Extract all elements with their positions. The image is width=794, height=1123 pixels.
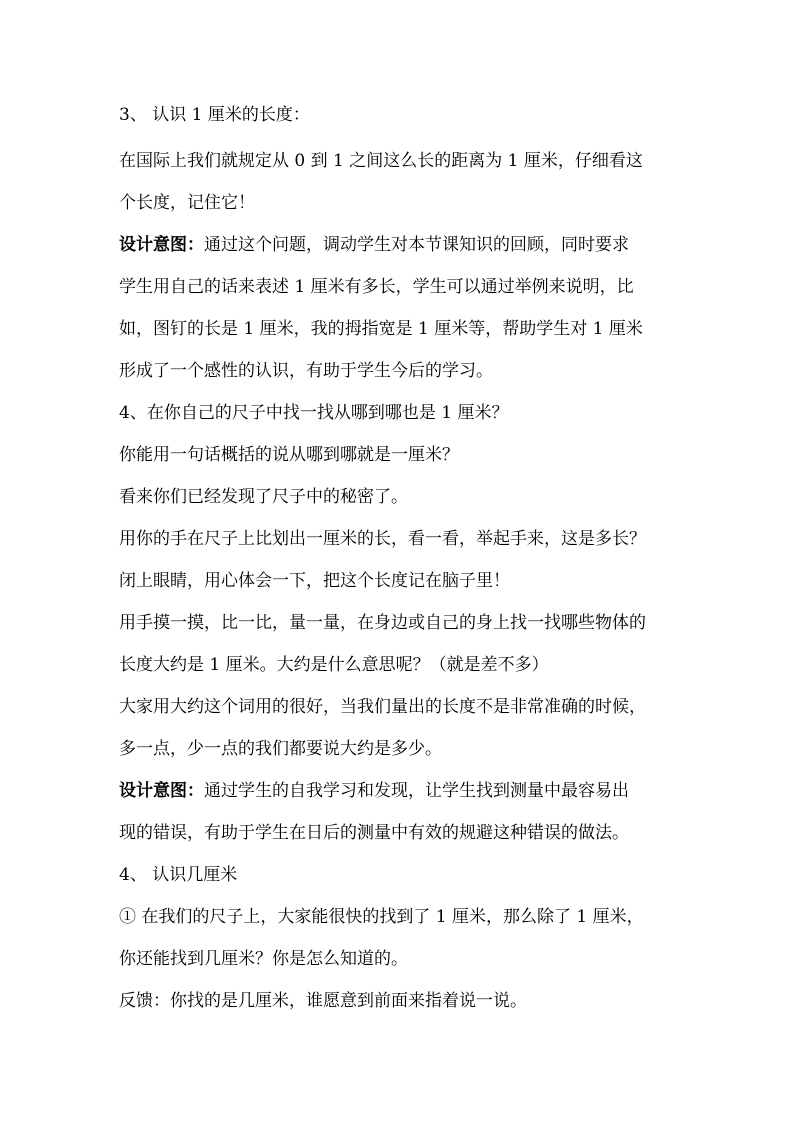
line-text: 多一点，少一点的我们都要说大约是多少。 <box>119 739 442 759</box>
design-intent-label: 设计意图： <box>119 235 204 255</box>
paragraph-line <box>119 193 255 213</box>
line-text: ① 在我们的尺子上，大家能很快的找到了 1 厘米，那么除了 1 厘米， <box>119 907 644 927</box>
line-text: 如，图钉的长是 1 厘米，我的拇指宽是 1 厘米等，帮助学生对 1 厘米 <box>119 319 643 339</box>
paragraph-line <box>119 571 510 591</box>
section-heading-4b <box>119 865 237 885</box>
line-text: 4、 认识几厘米 <box>119 865 238 885</box>
paragraph-line <box>119 445 459 465</box>
line-text: 闭上眼睛，用心体会一下，把这个长度记在脑子里！ <box>119 571 510 591</box>
line-text: 现的错误，有助于学生在日后的测量中有效的规避这种错误的做法。 <box>119 823 629 843</box>
paragraph-line <box>119 613 646 633</box>
line-text: 3、 认识 1 厘米的长度： <box>119 105 310 125</box>
line-text: 用你的手在尺子上比划出一厘米的长，看一看，举起手来，这是多长？ <box>119 529 646 549</box>
line-text: 大家用大约这个词用的很好，当我们量出的长度不是非常准确的时候， <box>119 697 646 717</box>
line-text: 学生用自己的话来表述 1 厘米有多长，学生可以通过举例来说明，比 <box>119 277 634 297</box>
paragraph-line <box>119 823 629 843</box>
paragraph-line <box>119 361 493 381</box>
line-text: 在国际上我们就规定从 0 到 1 之间这么长的距离为 1 厘米，仔细看这 <box>119 151 643 171</box>
line-text: 个长度，记住它！ <box>119 193 255 213</box>
paragraph-line <box>119 319 643 339</box>
line-text: 4、在你自己的尺子中找一找从哪到哪也是 1 厘米？ <box>119 403 509 423</box>
section-heading-4 <box>119 403 508 423</box>
line-text: 通过学生的自我学习和发现，让学生找到测量中最容易出 <box>204 781 629 801</box>
paragraph-line <box>119 151 643 171</box>
design-intent-label: 设计意图： <box>119 781 204 801</box>
line-text: 用手摸一摸，比一比，量一量，在身边或自己的身上找一找哪些物体的 <box>119 613 646 633</box>
paragraph-line <box>119 739 442 759</box>
section-heading-3 <box>119 105 310 125</box>
line-text: 你还能找到几厘米？你是怎么知道的。 <box>119 949 408 969</box>
paragraph-line <box>119 655 549 675</box>
line-text: 你能用一句话概括的说从哪到哪就是一厘米？ <box>119 445 459 465</box>
paragraph-line <box>119 949 408 969</box>
paragraph-line <box>119 529 646 549</box>
paragraph-line <box>119 277 634 297</box>
line-text: 长度大约是 1 厘米。大约是什么意思呢？（就是差不多） <box>119 655 549 675</box>
design-intent-line <box>119 235 629 255</box>
line-text: 通过这个问题，调动学生对本节课知识的回顾，同时要求 <box>204 235 629 255</box>
paragraph-line <box>119 487 408 507</box>
paragraph-line <box>119 991 527 1011</box>
paragraph-line <box>119 697 646 717</box>
line-text: 看来你们已经发现了尺子中的秘密了。 <box>119 487 408 507</box>
line-text: 形成了一个感性的认识，有助于学生今后的学习。 <box>119 361 493 381</box>
design-intent-line <box>119 781 629 801</box>
line-text: 反馈：你找的是几厘米，谁愿意到前面来指着说一说。 <box>119 991 527 1011</box>
paragraph-line <box>119 907 644 927</box>
